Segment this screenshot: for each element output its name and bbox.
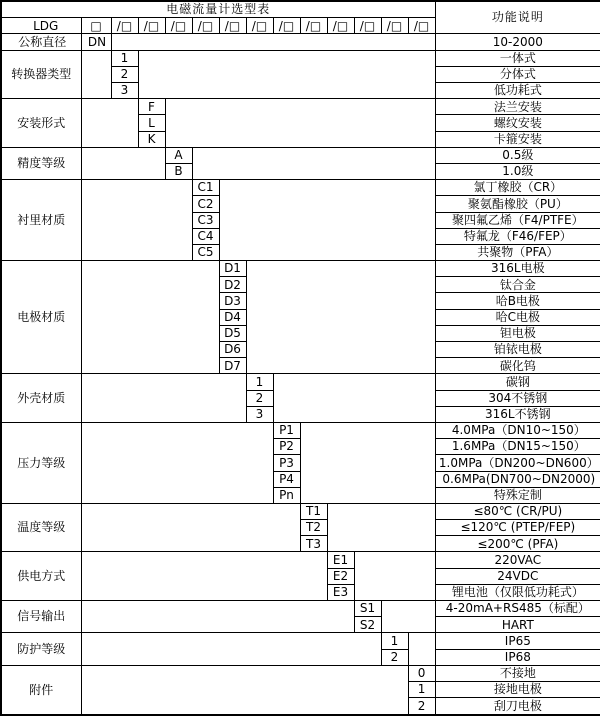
empty-span-cell bbox=[81, 99, 138, 148]
code-cell: B bbox=[165, 163, 192, 179]
code-slot: /□ bbox=[192, 18, 219, 34]
code-cell: 1 bbox=[246, 374, 273, 390]
code-slot: /□ bbox=[354, 18, 381, 34]
section-label: 外壳材质 bbox=[1, 374, 81, 423]
code-cell: T3 bbox=[300, 536, 327, 552]
description-cell: 特殊定制 bbox=[435, 487, 600, 503]
description-cell: 刮刀电极 bbox=[435, 698, 600, 715]
code-cell: 3 bbox=[111, 83, 138, 99]
section-label: 公称直径 bbox=[1, 34, 81, 50]
empty-span-cell bbox=[192, 147, 435, 179]
description-cell: 特氟龙（F46/FEP） bbox=[435, 228, 600, 244]
code-cell: D1 bbox=[219, 261, 246, 277]
empty-span-cell bbox=[81, 633, 381, 665]
section-label: 信号输出 bbox=[1, 601, 81, 633]
code-cell: S1 bbox=[354, 601, 381, 617]
code-cell: C1 bbox=[192, 180, 219, 196]
empty-span-cell bbox=[81, 374, 246, 423]
code-slot: /□ bbox=[246, 18, 273, 34]
code-slot: /□ bbox=[219, 18, 246, 34]
empty-span-cell bbox=[300, 422, 435, 503]
code-cell: P1 bbox=[273, 422, 300, 438]
description-cell: 4-20mA+RS485（标配） bbox=[435, 601, 600, 617]
code-cell: P3 bbox=[273, 455, 300, 471]
description-cell: 哈B电极 bbox=[435, 293, 600, 309]
description-cell: 钛合金 bbox=[435, 277, 600, 293]
empty-span-cell bbox=[219, 180, 435, 261]
code-cell: D7 bbox=[219, 358, 246, 374]
description-cell: 卡箍安装 bbox=[435, 131, 600, 147]
code-cell: D3 bbox=[219, 293, 246, 309]
description-cell: 锂电池（仅限低功耗式） bbox=[435, 584, 600, 600]
description-cell: 螺纹安装 bbox=[435, 115, 600, 131]
section-label: 温度等级 bbox=[1, 503, 81, 552]
code-cell: DN bbox=[81, 34, 111, 50]
empty-span-cell bbox=[81, 180, 192, 261]
code-slot: /□ bbox=[138, 18, 165, 34]
empty-span-cell bbox=[81, 261, 219, 374]
code-slot: /□ bbox=[273, 18, 300, 34]
description-cell: 铂铱电极 bbox=[435, 342, 600, 358]
code-cell: 2 bbox=[246, 390, 273, 406]
code-cell: L bbox=[138, 115, 165, 131]
description-cell: ≤200℃ (PFA) bbox=[435, 536, 600, 552]
description-cell: IP65 bbox=[435, 633, 600, 649]
table-title: 电磁流量计选型表 bbox=[1, 1, 435, 18]
code-cell: 1 bbox=[408, 681, 435, 697]
code-cell: P2 bbox=[273, 439, 300, 455]
code-slot: /□ bbox=[381, 18, 408, 34]
description-cell: 24VDC bbox=[435, 568, 600, 584]
code-cell: C3 bbox=[192, 212, 219, 228]
code-cell: T1 bbox=[300, 503, 327, 519]
code-cell: P4 bbox=[273, 471, 300, 487]
model-prefix: LDG bbox=[1, 18, 81, 34]
code-cell: E1 bbox=[327, 552, 354, 568]
empty-span-cell bbox=[246, 261, 435, 374]
description-cell: 分体式 bbox=[435, 66, 600, 82]
code-slot: /□ bbox=[111, 18, 138, 34]
code-cell: E2 bbox=[327, 568, 354, 584]
empty-span-cell bbox=[354, 552, 435, 601]
description-cell: 1.0MPa（DN200~DN600） bbox=[435, 455, 600, 471]
section-label: 附件 bbox=[1, 665, 81, 715]
code-cell: 1 bbox=[381, 633, 408, 649]
code-cell: T2 bbox=[300, 520, 327, 536]
description-cell: 10-2000 bbox=[435, 34, 600, 50]
description-cell: 接地电极 bbox=[435, 681, 600, 697]
description-cell: 聚氨酯橡胶（PU） bbox=[435, 196, 600, 212]
empty-span-cell bbox=[81, 601, 354, 633]
description-cell: 不接地 bbox=[435, 665, 600, 681]
code-slot: /□ bbox=[300, 18, 327, 34]
empty-span-cell bbox=[165, 99, 435, 148]
description-cell: HART bbox=[435, 617, 600, 633]
code-cell: D4 bbox=[219, 309, 246, 325]
section-label: 衬里材质 bbox=[1, 180, 81, 261]
empty-span-cell bbox=[273, 374, 435, 423]
empty-span-cell bbox=[81, 50, 111, 99]
function-column-header: 功能说明 bbox=[435, 1, 600, 34]
empty-span-cell bbox=[81, 503, 300, 552]
empty-span-cell bbox=[381, 601, 435, 633]
code-cell: F bbox=[138, 99, 165, 115]
code-cell: 0 bbox=[408, 665, 435, 681]
description-cell: 0.5级 bbox=[435, 147, 600, 163]
empty-span-cell bbox=[408, 633, 435, 665]
description-cell: 316L不锈钢 bbox=[435, 406, 600, 422]
code-cell: D2 bbox=[219, 277, 246, 293]
section-label: 压力等级 bbox=[1, 422, 81, 503]
section-label: 电极材质 bbox=[1, 261, 81, 374]
description-cell: 316L电极 bbox=[435, 261, 600, 277]
description-cell: ≤80℃ (CR/PU) bbox=[435, 503, 600, 519]
code-cell: 2 bbox=[408, 698, 435, 715]
description-cell: 共聚物（PFA） bbox=[435, 244, 600, 260]
description-cell: 220VAC bbox=[435, 552, 600, 568]
description-cell: 1.0级 bbox=[435, 163, 600, 179]
description-cell: 碳化钨 bbox=[435, 358, 600, 374]
code-cell: 1 bbox=[111, 50, 138, 66]
section-label: 转换器类型 bbox=[1, 50, 81, 99]
code-cell: 2 bbox=[381, 649, 408, 665]
description-cell: 4.0MPa（DN10~150） bbox=[435, 422, 600, 438]
description-cell: 一体式 bbox=[435, 50, 600, 66]
empty-span-cell bbox=[138, 50, 435, 99]
description-cell: 0.6MPa(DN700~DN2000) bbox=[435, 471, 600, 487]
code-cell: C2 bbox=[192, 196, 219, 212]
code-cell: C5 bbox=[192, 244, 219, 260]
section-label: 安装形式 bbox=[1, 99, 81, 148]
code-cell: A bbox=[165, 147, 192, 163]
code-placeholder-box: □ bbox=[81, 18, 111, 34]
code-slot: /□ bbox=[327, 18, 354, 34]
description-cell: 低功耗式 bbox=[435, 83, 600, 99]
description-cell: ≤120℃ (PTEP/FEP) bbox=[435, 520, 600, 536]
code-cell: 3 bbox=[246, 406, 273, 422]
code-cell: 2 bbox=[111, 66, 138, 82]
empty-span-cell bbox=[327, 503, 435, 552]
section-label: 精度等级 bbox=[1, 147, 81, 179]
description-cell: 1.6MPa（DN15~150） bbox=[435, 439, 600, 455]
code-cell: C4 bbox=[192, 228, 219, 244]
description-cell: 碳钢 bbox=[435, 374, 600, 390]
code-slot: /□ bbox=[165, 18, 192, 34]
empty-span-cell bbox=[81, 147, 165, 179]
code-cell: K bbox=[138, 131, 165, 147]
empty-span-cell bbox=[81, 552, 327, 601]
description-cell: 聚四氟乙烯（F4/PTFE） bbox=[435, 212, 600, 228]
description-cell: 哈C电极 bbox=[435, 309, 600, 325]
description-cell: 法兰安装 bbox=[435, 99, 600, 115]
code-cell: D6 bbox=[219, 342, 246, 358]
code-cell: D5 bbox=[219, 325, 246, 341]
section-label: 防护等级 bbox=[1, 633, 81, 665]
description-cell: 钽电极 bbox=[435, 325, 600, 341]
empty-span-cell bbox=[111, 34, 435, 50]
empty-span-cell bbox=[81, 422, 273, 503]
empty-span-cell bbox=[81, 665, 408, 715]
description-cell: 304不锈钢 bbox=[435, 390, 600, 406]
code-slot: /□ bbox=[408, 18, 435, 34]
section-label: 供电方式 bbox=[1, 552, 81, 601]
code-cell: E3 bbox=[327, 584, 354, 600]
description-cell: 氯丁橡胶（CR） bbox=[435, 180, 600, 196]
code-cell: S2 bbox=[354, 617, 381, 633]
code-cell: Pn bbox=[273, 487, 300, 503]
description-cell: IP68 bbox=[435, 649, 600, 665]
